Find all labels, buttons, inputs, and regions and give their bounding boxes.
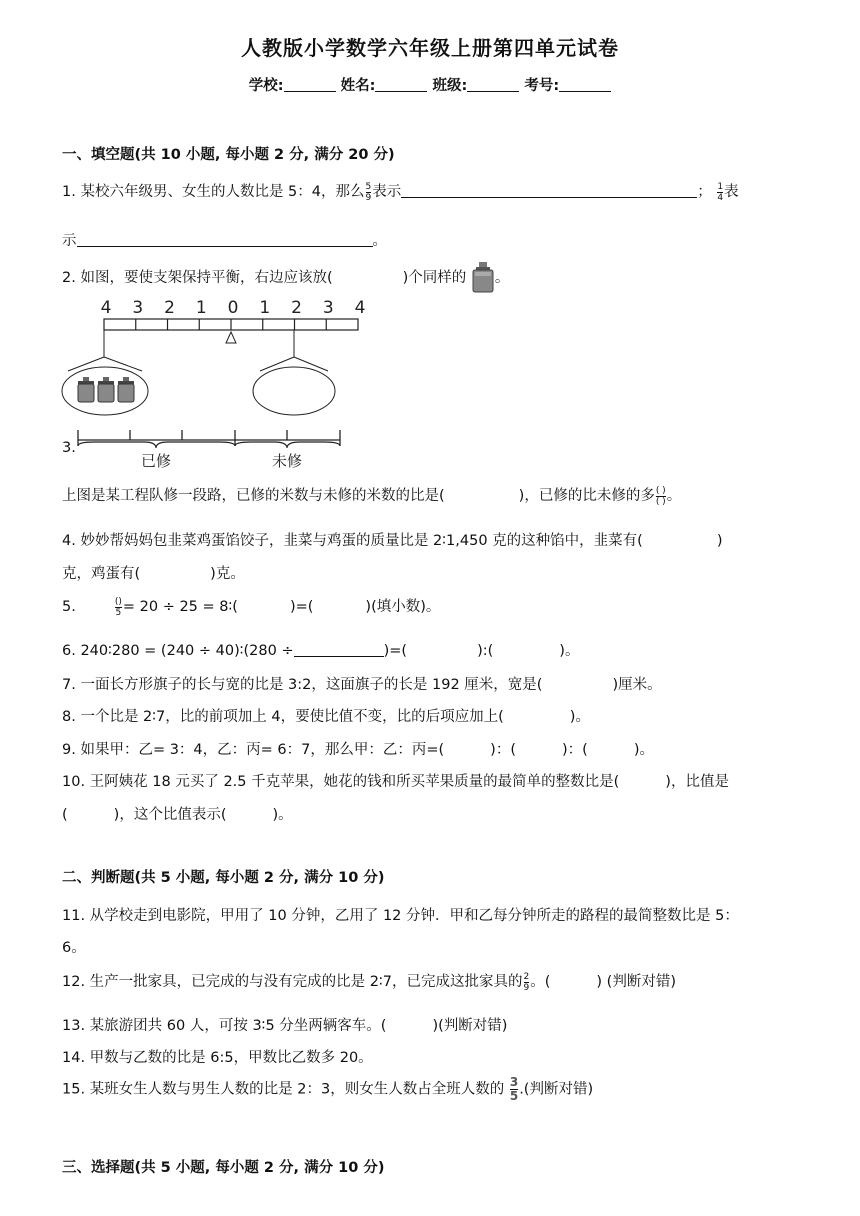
class-label: 班级: [432, 78, 468, 94]
question-15: 15. 某班女生人数与男生人数的比是 2：3，则女生人数占全班人数的 $\frac{3}{5}$ .(判断对错) [62, 1075, 594, 1103]
scale-label: 3 [322, 298, 334, 318]
question-12: 12. 生产一批家具，已完成的与没有完成的比是 2∶7，已完成这批家具的 $\frac{2}{9}$ 。( ) (判断对错) [62, 971, 676, 993]
section-true-false-heading: 二、判断题(共 5 小题, 每小题 2 分, 满分 10 分) [62, 870, 385, 886]
scale-label: 2 [291, 298, 302, 318]
scale-label: 1 [259, 298, 271, 318]
section-multiple-choice-heading: 三、选择题(共 5 小题, 每小题 2 分, 满分 10 分) [62, 1160, 385, 1176]
scale-label: 4 [354, 298, 366, 318]
answer-blank[interactable] [401, 183, 697, 198]
question-10-line1: 10. 王阿姨花 18 元买了 2.5 千克苹果，她花的钱和所买苹果质量的最简单的整数比是( )，比值是 [62, 774, 729, 790]
repaired-label: 已修 [140, 452, 172, 470]
pivot-icon [226, 332, 236, 343]
question-11-line1: 11. 从学校走到电影院，甲用了 10 分钟，乙用了 12 分钟．甲和乙每分钟所走的路程的最简整数比是 5： [62, 908, 739, 924]
question-4-line2: 克，鸡蛋有( )克。 [62, 566, 245, 582]
question-3: 上图是某工程队修一段路，已修的米数与未修的米数的比是( )，已修的比未修的多 $\frac{( )}{( )}$ 。 [62, 485, 682, 507]
blank-fraction[interactable]: $\frac{( )}{( )}$ [655, 485, 666, 507]
question-8: 8. 一个比是 2∶7，比的前项加上 4，要使比值不变，比的后项应加上( )。 [62, 709, 590, 725]
question-4-line1: 4. 妙妙帮妈妈包韭菜鸡蛋馅饺子，韭菜与鸡蛋的质量比是 2∶1,450 克的这种馅中，韭菜有( ) [62, 533, 723, 549]
blank-fraction-over-5[interactable]: $\frac{()}{5}$ [114, 596, 122, 618]
fraction-3-5: $\frac{3}{5}$ [509, 1075, 519, 1103]
fraction-5-9: $\frac{5}{9}$ [365, 181, 372, 203]
unrepaired-label: 未修 [271, 452, 303, 470]
scale-label: 3 [132, 298, 144, 318]
balance-scale-figure [60, 293, 370, 423]
name-label: 姓名: [340, 78, 376, 94]
question-6: 6. 240∶280 = (240 ÷ 40)∶(280 ÷ )=( ):( )。 [62, 643, 580, 659]
number-label: 考号: [524, 78, 560, 94]
scale-label: 0 [227, 298, 239, 318]
answer-blank[interactable] [77, 232, 373, 247]
scale-label: 2 [164, 298, 175, 318]
weight-icon [471, 260, 495, 294]
question-1-line1: 1. 某校六年级男、女生的人数比是 5：4，那么 $\frac{5}{9}$ 表示 ； $\frac{1}{4}$ 表 [62, 181, 739, 203]
student-info-line [0, 74, 860, 95]
weights-in-left-pan [78, 377, 134, 402]
scale-label: 4 [100, 298, 112, 318]
number-blank[interactable] [559, 77, 611, 92]
question-2: 2. 如图，要使支架保持平衡，右边应该放( )个同样的 。 [62, 260, 509, 294]
right-pan [253, 367, 335, 415]
question-13: 13. 某旅游团共 60 人，可按 3∶5 分坐两辆客车。( )(判断对错) [62, 1018, 508, 1034]
road-segment-figure [74, 424, 346, 474]
section-fill-in-heading: 一、填空题(共 10 小题, 每小题 2 分, 满分 20 分) [62, 147, 395, 163]
question-5: 5. $\frac{()}{5}$ = 20 ÷ 25 = 8∶( )=( )(填小数)。 [62, 596, 441, 618]
question-1-line2: 示 。 [62, 233, 387, 249]
class-blank[interactable] [467, 77, 519, 92]
school-blank[interactable] [284, 77, 336, 92]
scale-label: 1 [195, 298, 207, 318]
question-11-line2: 6。 [62, 940, 86, 956]
school-label: 学校: [248, 78, 284, 94]
answer-blank[interactable] [294, 642, 384, 657]
name-blank[interactable] [375, 77, 427, 92]
fraction-1-4: $\frac{1}{4}$ [717, 181, 724, 203]
question-14: 14. 甲数与乙数的比是 6:5，甲数比乙数多 20。 [62, 1050, 373, 1066]
page-title: 人教版小学数学六年级上册第四单元试卷 [241, 36, 619, 60]
scale-labels [101, 298, 366, 318]
question-9: 9. 如果甲：乙= 3：4，乙：丙= 6：7，那么甲：乙：丙=( )：( )：( )。 [62, 742, 654, 758]
question-10-line2: ( )，这个比值表示( )。 [62, 807, 293, 823]
question-3-number: 3. [62, 440, 76, 456]
question-7: 7. 一面长方形旗子的长与宽的比是 3:2，这面旗子的长是 192 厘米，宽是( )厘米。 [62, 677, 662, 693]
scale-ticks [136, 319, 327, 330]
fraction-2-9: $\frac{2}{9}$ [523, 971, 530, 993]
